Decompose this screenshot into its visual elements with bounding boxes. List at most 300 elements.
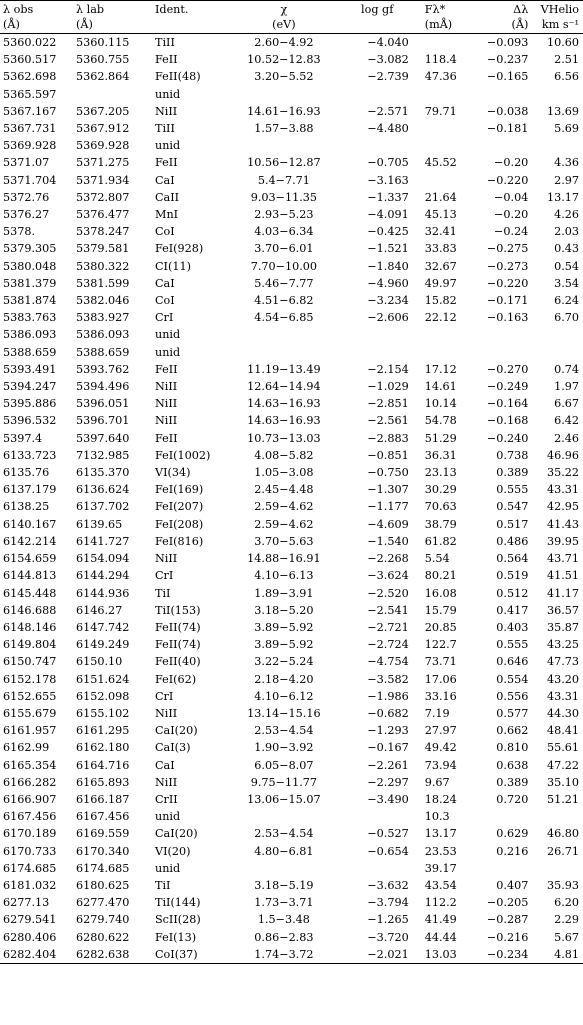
- cell-v-helio: 47.73: [546, 655, 579, 669]
- cell-flux: 38.79: [424, 517, 457, 531]
- cell-delta-lambda: 0.517: [496, 517, 529, 531]
- cell-lambda-lab: 5367.205: [76, 104, 130, 118]
- cell-lambda-lab: 6277.470: [76, 896, 130, 910]
- table-body: [0, 34, 583, 964]
- cell-lambda-obs: 6140.167: [3, 517, 57, 531]
- table-row: [0, 929, 583, 946]
- cell-lambda-lab: 6150.10: [76, 655, 123, 669]
- cell-v-helio: 51.21: [546, 792, 579, 806]
- cell-log-gf: −0.851: [367, 448, 409, 462]
- cell-lambda-lab: 6137.702: [76, 500, 130, 514]
- cell-delta-lambda: −0.24: [494, 225, 529, 239]
- cell-chi: 2.18−4.20: [254, 672, 314, 686]
- cell-ident: TiI(153): [154, 603, 201, 617]
- cell-log-gf: −1.521: [367, 242, 409, 256]
- cell-lambda-obs: 5379.305: [3, 242, 57, 256]
- cell-ident: FeI(62): [154, 672, 197, 686]
- cell-lambda-lab: 6170.340: [76, 844, 130, 858]
- cell-flux: 17.12: [424, 362, 457, 376]
- cell-flux: 18.24: [424, 792, 457, 806]
- cell-delta-lambda: −0.287: [486, 913, 529, 927]
- cell-flux: 79.71: [424, 104, 457, 118]
- cell-ident: CaI: [154, 173, 175, 187]
- cell-lambda-obs: 5393.491: [3, 362, 57, 376]
- cell-chi: 2.93−5.23: [254, 208, 314, 222]
- cell-flux: 10.3: [424, 810, 450, 824]
- cell-chi: 4.10−6.13: [254, 569, 314, 583]
- cell-ident: CI(11): [154, 259, 191, 273]
- cell-v-helio: 2.29: [554, 913, 579, 927]
- table-row: [0, 120, 583, 137]
- cell-lambda-obs: 5378.: [3, 225, 36, 239]
- table-row: [0, 86, 583, 103]
- cell-delta-lambda: 0.417: [496, 603, 529, 617]
- cell-flux: 36.31: [424, 448, 457, 462]
- table-row: [0, 361, 583, 378]
- cell-lambda-obs: 5369.928: [3, 139, 57, 153]
- cell-flux: 23.53: [424, 844, 457, 858]
- cell-chi: [224, 344, 344, 361]
- cell-log-gf: −3.490: [367, 792, 409, 806]
- cell-delta-lambda: −0.20: [494, 156, 529, 170]
- cell-v-helio: 41.43: [546, 517, 579, 531]
- cell-flux: 5.54: [424, 552, 450, 566]
- cell-chi: 1.73−3.71: [254, 896, 314, 910]
- cell-ident: VI(34): [154, 466, 191, 480]
- table-row: [0, 292, 583, 309]
- cell-delta-lambda: −0.273: [486, 259, 529, 273]
- cell-ident: FeII(40): [154, 655, 201, 669]
- cell-delta-lambda: −0.038: [486, 104, 529, 118]
- cell-ident: CaI(20): [154, 724, 198, 738]
- cell-chi: 1.89−3.91: [254, 586, 314, 600]
- cell-ident: FeII: [154, 156, 178, 170]
- cell-log-gf: −2.520: [367, 586, 409, 600]
- cell-v-helio: 6.67: [554, 397, 579, 411]
- cell-lambda-obs: 6162.99: [3, 741, 50, 755]
- table-row: [0, 412, 583, 429]
- cell-log-gf: −2.883: [367, 431, 409, 445]
- cell-v-helio: 36.57: [546, 603, 579, 617]
- table-row: [0, 344, 583, 361]
- cell-ident: unid: [154, 345, 181, 359]
- cell-lambda-obs: 6167.456: [3, 810, 57, 824]
- cell-flux: 73.71: [424, 655, 457, 669]
- cell-lambda-obs: 6174.685: [3, 861, 57, 875]
- cell-lambda-obs: 6148.146: [3, 620, 57, 634]
- cell-lambda-obs: 6144.813: [3, 569, 57, 583]
- cell-log-gf: −4.480: [367, 122, 409, 136]
- cell-ident: FeI(207): [154, 500, 204, 514]
- cell-lambda-obs: 5383.763: [3, 311, 57, 325]
- cell-v-helio: 41.17: [546, 586, 579, 600]
- cell-log-gf: −2.541: [367, 603, 409, 617]
- table-row: [0, 326, 583, 343]
- cell-v-helio: [536, 86, 583, 103]
- cell-chi: 3.20−5.52: [254, 70, 314, 84]
- cell-delta-lambda: [469, 860, 536, 877]
- col-header-lambda-obs: λ obs: [0, 1, 74, 18]
- header-row-1: [0, 1, 583, 18]
- cell-lambda-lab: 6164.716: [76, 758, 130, 772]
- cell-log-gf: −2.851: [367, 397, 409, 411]
- cell-delta-lambda: −0.165: [486, 70, 529, 84]
- table-row: [0, 481, 583, 498]
- cell-chi: 2.60−4.92: [254, 36, 314, 49]
- cell-log-gf: −3.632: [367, 878, 409, 892]
- cell-chi: 1.05−3.08: [254, 466, 314, 480]
- table-row: [0, 240, 583, 257]
- cell-delta-lambda: [469, 344, 536, 361]
- cell-ident: unid: [154, 139, 181, 153]
- cell-lambda-lab: 6149.249: [76, 638, 130, 652]
- cell-log-gf: −2.268: [367, 552, 409, 566]
- cell-chi: 0.86−2.83: [254, 930, 314, 944]
- cell-lambda-obs: 6133.723: [3, 448, 57, 462]
- cell-flux: 9.67: [424, 775, 450, 789]
- cell-flux: 23.13: [424, 466, 457, 480]
- cell-lambda-obs: 6279.541: [3, 913, 57, 927]
- cell-chi: 14.88−16.91: [247, 552, 321, 566]
- cell-v-helio: 55.61: [546, 741, 579, 755]
- cell-delta-lambda: −0.20: [494, 208, 529, 222]
- cell-log-gf: −1.293: [367, 724, 409, 738]
- cell-chi: 2.59−4.62: [254, 500, 314, 514]
- cell-chi: 5.4−7.71: [257, 173, 310, 187]
- cell-ident: TiI: [154, 878, 171, 892]
- cell-v-helio: 2.97: [554, 173, 579, 187]
- cell-ident: TiII: [154, 36, 175, 49]
- cell-flux: 15.79: [424, 603, 457, 617]
- cell-delta-lambda: 0.638: [496, 758, 529, 772]
- cell-chi: 9.75−11.77: [250, 775, 318, 789]
- cell-log-gf: [344, 344, 419, 361]
- cell-v-helio: 43.31: [546, 689, 579, 703]
- table-row: [0, 516, 583, 533]
- cell-delta-lambda: 0.555: [496, 483, 529, 497]
- cell-chi: 2.53−4.54: [254, 724, 314, 738]
- cell-flux: 47.36: [424, 70, 457, 84]
- cell-lambda-lab: 5397.640: [76, 431, 130, 445]
- cell-chi: 6.05−8.07: [254, 758, 314, 772]
- cell-v-helio: 13.17: [546, 190, 579, 204]
- cell-lambda-obs: 6166.282: [3, 775, 57, 789]
- table-row: [0, 791, 583, 808]
- cell-ident: FeI(816): [154, 534, 204, 548]
- cell-flux: 16.08: [424, 586, 457, 600]
- col-header-log-gf: log gf: [344, 1, 419, 18]
- cell-flux: 33.16: [424, 689, 457, 703]
- table-row: [0, 946, 583, 964]
- col-header-v-helio: VHelio: [536, 1, 583, 18]
- cell-ident: CrI: [154, 311, 174, 325]
- cell-log-gf: [344, 808, 419, 825]
- cell-log-gf: −4.960: [367, 276, 409, 290]
- cell-flux: [419, 34, 470, 52]
- table-row: [0, 671, 583, 688]
- cell-flux: 21.64: [424, 190, 457, 204]
- cell-chi: [224, 860, 344, 877]
- unit-lambda-lab: (Å): [74, 17, 145, 34]
- cell-lambda-lab: 6147.742: [76, 620, 130, 634]
- table-row: [0, 602, 583, 619]
- cell-delta-lambda: 0.629: [496, 827, 529, 841]
- cell-ident: VI(20): [154, 844, 191, 858]
- unit-log-gf: [344, 17, 419, 34]
- cell-log-gf: [344, 326, 419, 343]
- cell-chi: 3.70−5.63: [254, 534, 314, 548]
- cell-lambda-obs: 5395.886: [3, 397, 57, 411]
- cell-lambda-lab: 5396.701: [76, 414, 130, 428]
- cell-log-gf: −3.234: [367, 294, 409, 308]
- cell-log-gf: −0.425: [367, 225, 409, 239]
- cell-delta-lambda: [469, 86, 536, 103]
- cell-chi: 4.51−6.82: [254, 294, 314, 308]
- cell-flux: [419, 120, 470, 137]
- cell-log-gf: −1.265: [367, 913, 409, 927]
- cell-lambda-obs: 6166.907: [3, 792, 57, 806]
- col-header-ident: Ident.: [145, 1, 224, 18]
- cell-lambda-lab: 6155.102: [76, 706, 130, 720]
- cell-lambda-obs: 6170.733: [3, 844, 57, 858]
- cell-v-helio: 6.24: [554, 294, 579, 308]
- cell-delta-lambda: −0.04: [494, 190, 529, 204]
- cell-v-helio: 0.54: [554, 259, 579, 273]
- cell-v-helio: 6.42: [554, 414, 579, 428]
- cell-chi: 13.14−15.16: [247, 706, 321, 720]
- cell-ident: CoI(37): [145, 946, 224, 964]
- cell-flux: [419, 326, 470, 343]
- cell-flux: 39.17: [424, 861, 457, 875]
- table-row: [0, 636, 583, 653]
- cell-lambda-lab: 5378.247: [76, 225, 130, 239]
- cell-ident: FeII: [154, 431, 178, 445]
- cell-flux: 73.94: [424, 758, 457, 772]
- cell-v-helio: 6.20: [554, 896, 579, 910]
- cell-chi: 7.70−10.00: [250, 259, 318, 273]
- cell-v-helio: [536, 326, 583, 343]
- cell-chi: 5.46−7.77: [254, 276, 314, 290]
- cell-ident: NiII: [154, 552, 178, 566]
- cell-lambda-lab: 5372.807: [76, 190, 130, 204]
- cell-log-gf: −2.021: [344, 946, 419, 964]
- cell-ident: NiII: [154, 706, 178, 720]
- table-row: [0, 860, 583, 877]
- cell-flux: 13.17: [424, 827, 457, 841]
- table-row: [0, 498, 583, 515]
- cell-v-helio: [536, 344, 583, 361]
- cell-chi: 3.89−5.92: [254, 620, 314, 634]
- unit-delta-lambda: (Å): [469, 17, 536, 34]
- table-row: [0, 206, 583, 223]
- unit-chi: (eV): [224, 17, 344, 34]
- table-row: [0, 533, 583, 550]
- cell-chi: [224, 808, 344, 825]
- table-row: [0, 722, 583, 739]
- cell-v-helio: 10.60: [546, 36, 579, 49]
- cell-flux: 43.54: [424, 878, 457, 892]
- cell-v-helio: 47.22: [546, 758, 579, 772]
- cell-log-gf: −1.029: [367, 380, 409, 394]
- table-row: [0, 154, 583, 171]
- cell-ident: CaI(20): [154, 827, 198, 841]
- cell-flux: 27.97: [424, 724, 457, 738]
- cell-lambda-lab: 5381.599: [76, 276, 130, 290]
- cell-lambda-lab: 5383.927: [76, 311, 130, 325]
- cell-log-gf: −0.654: [367, 844, 409, 858]
- cell-lambda-obs: 6138.25: [3, 500, 50, 514]
- cell-flux: 30.29: [424, 483, 457, 497]
- cell-delta-lambda: −0.216: [486, 930, 529, 944]
- table-row: [0, 894, 583, 911]
- cell-chi: 14.63−16.93: [247, 397, 321, 411]
- cell-chi: 3.18−5.19: [254, 878, 314, 892]
- cell-v-helio: 4.36: [554, 156, 579, 170]
- cell-lambda-lab: 5360.755: [76, 53, 130, 67]
- cell-delta-lambda: 0.577: [496, 706, 529, 720]
- cell-delta-lambda: 0.810: [496, 741, 529, 755]
- cell-flux: 10.14: [424, 397, 457, 411]
- cell-flux: 118.4: [424, 53, 457, 67]
- table-row: [0, 739, 583, 756]
- cell-chi: 2.45−4.48: [254, 483, 314, 497]
- cell-ident: CoI: [154, 225, 175, 239]
- cell-lambda-lab: 6152.098: [76, 689, 130, 703]
- cell-ident: NiII: [154, 104, 178, 118]
- cell-delta-lambda: −0.181: [486, 122, 529, 136]
- cell-flux: 70.63: [424, 500, 457, 514]
- cell-ident: CrI: [154, 689, 174, 703]
- cell-ident: NiII: [154, 414, 178, 428]
- cell-chi: 14.61−16.93: [247, 104, 321, 118]
- cell-lambda-lab: 5394.496: [76, 380, 130, 394]
- cell-lambda-lab: 5376.477: [76, 208, 130, 222]
- cell-v-helio: 13.69: [546, 104, 579, 118]
- cell-lambda-obs: 5386.093: [3, 328, 57, 342]
- cell-flux: [419, 137, 470, 154]
- cell-v-helio: [536, 808, 583, 825]
- cell-flux: 32.41: [424, 225, 457, 239]
- cell-flux: 49.97: [424, 276, 457, 290]
- cell-flux: 33.83: [424, 242, 457, 256]
- cell-lambda-lab: 6135.370: [76, 466, 130, 480]
- cell-log-gf: −1.840: [367, 259, 409, 273]
- cell-lambda-obs: 6150.747: [3, 655, 57, 669]
- cell-ident: FeI(928): [154, 242, 204, 256]
- cell-log-gf: −2.571: [367, 104, 409, 118]
- cell-lambda-lab: 5396.051: [76, 397, 130, 411]
- cell-lambda-lab: 6141.727: [76, 534, 130, 548]
- cell-lambda-lab: 6162.180: [76, 741, 130, 755]
- table-row: [0, 843, 583, 860]
- cell-lambda-lab: 6144.936: [76, 586, 130, 600]
- cell-lambda-lab: 5388.659: [76, 345, 130, 359]
- cell-chi: 3.18−5.20: [254, 603, 314, 617]
- table-row: [0, 309, 583, 326]
- cell-flux: 22.12: [424, 311, 457, 325]
- table-row: [0, 619, 583, 636]
- cell-lambda-lab: 5369.928: [76, 139, 130, 153]
- cell-chi: 1.5−3.48: [257, 913, 310, 927]
- cell-ident: CrI: [154, 569, 174, 583]
- cell-v-helio: 3.54: [554, 276, 579, 290]
- cell-chi: 10.52−12.83: [247, 53, 321, 67]
- cell-delta-lambda: −0.220: [486, 276, 529, 290]
- cell-v-helio: 0.43: [554, 242, 579, 256]
- cell-delta-lambda: −0.163: [486, 311, 529, 325]
- cell-flux: 122.7: [424, 638, 457, 652]
- cell-lambda-lab: 6167.456: [76, 810, 130, 824]
- cell-ident: CaI(3): [154, 741, 191, 755]
- cell-lambda-lab: 5371.275: [76, 156, 130, 170]
- cell-v-helio: 4.26: [554, 208, 579, 222]
- table-row: [0, 585, 583, 602]
- cell-ident: FeI(13): [154, 930, 197, 944]
- cell-chi: 13.06−15.07: [247, 792, 321, 806]
- cell-delta-lambda: −0.249: [486, 380, 529, 394]
- cell-log-gf: −3.082: [367, 53, 409, 67]
- cell-lambda-obs: 5367.731: [3, 122, 57, 136]
- cell-lambda-lab: 5367.912: [76, 122, 130, 136]
- cell-log-gf: −2.261: [367, 758, 409, 772]
- cell-lambda-obs: 5360.517: [3, 53, 57, 67]
- cell-flux: 54.78: [424, 414, 457, 428]
- cell-ident: unid: [154, 810, 181, 824]
- cell-delta-lambda: −0.270: [486, 362, 529, 376]
- cell-lambda-lab: 6279.740: [76, 913, 130, 927]
- table-row: [0, 911, 583, 928]
- cell-log-gf: −3.794: [367, 896, 409, 910]
- cell-lambda-obs: 5396.532: [3, 414, 57, 428]
- cell-ident: MnI: [154, 208, 179, 222]
- table-row: [0, 464, 583, 481]
- cell-delta-lambda: [469, 326, 536, 343]
- cell-delta-lambda: [469, 808, 536, 825]
- table-row: [0, 275, 583, 292]
- cell-log-gf: −3.582: [367, 672, 409, 686]
- cell-lambda-obs: 6170.189: [3, 827, 57, 841]
- cell-lambda-obs: 6146.688: [3, 603, 57, 617]
- cell-v-helio: 35.87: [546, 620, 579, 634]
- cell-ident: FeII: [154, 362, 178, 376]
- table-row: [0, 68, 583, 85]
- cell-ident: FeI(208): [154, 517, 204, 531]
- table-row: [0, 877, 583, 894]
- cell-lambda-obs: 6155.679: [3, 706, 57, 720]
- cell-chi: 2.59−4.62: [254, 517, 314, 531]
- cell-log-gf: −4.609: [367, 517, 409, 531]
- cell-flux: 15.82: [424, 294, 457, 308]
- cell-lambda-lab: 6165.893: [76, 775, 130, 789]
- cell-log-gf: −4.091: [367, 208, 409, 222]
- cell-flux: 44.44: [424, 930, 457, 944]
- cell-delta-lambda: −0.205: [486, 896, 529, 910]
- cell-v-helio: 2.46: [554, 431, 579, 445]
- cell-lambda-lab: 5382.046: [76, 294, 130, 308]
- cell-log-gf: −1.337: [367, 190, 409, 204]
- cell-v-helio: 6.56: [554, 70, 579, 84]
- cell-flux: 13.03: [419, 946, 470, 964]
- cell-delta-lambda: −0.164: [486, 397, 529, 411]
- cell-delta-lambda: 0.556: [496, 689, 529, 703]
- cell-log-gf: −3.720: [367, 930, 409, 944]
- unit-ident: [145, 17, 224, 34]
- cell-log-gf: −4.754: [367, 655, 409, 669]
- cell-delta-lambda: [469, 137, 536, 154]
- col-header-delta-lambda: Δλ: [469, 1, 536, 18]
- cell-v-helio: 43.71: [546, 552, 579, 566]
- col-header-chi: χ: [224, 1, 344, 18]
